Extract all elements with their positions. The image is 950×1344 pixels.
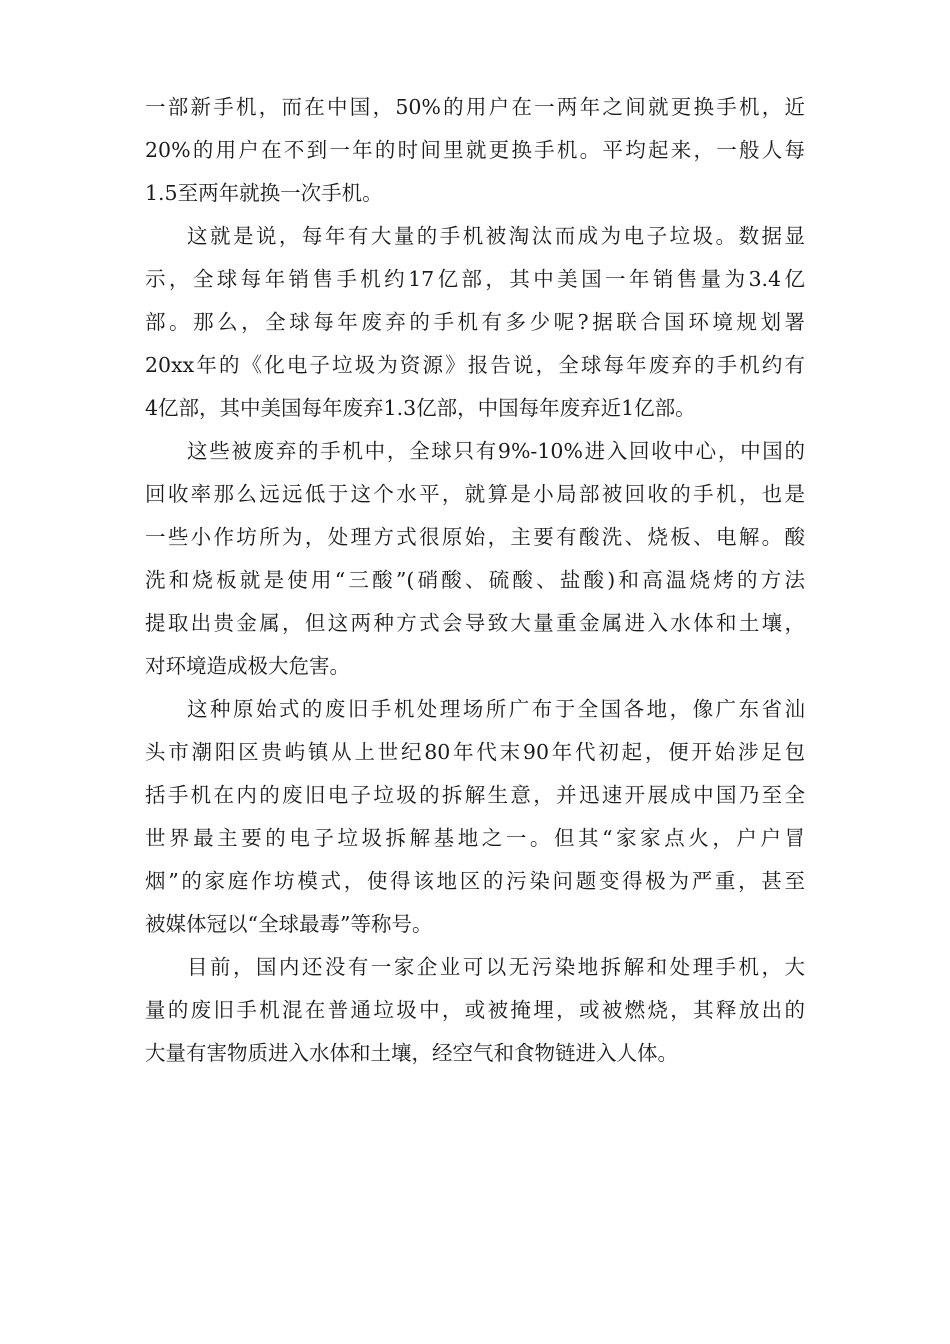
text-line: 头市潮阳区贵屿镇从上世纪80年代末90年代初起，便开始涉足包 bbox=[145, 740, 805, 764]
text-line: 这些被废弃的手机中，全球只有9%-10%进入回收中心，中国的 bbox=[187, 439, 805, 463]
text-line: 被媒体冠以“全球最毒”等称号。 bbox=[145, 912, 433, 936]
text-line: 量的废旧手机混在普通垃圾中，或被掩埋，或被燃烧，其释放出的 bbox=[145, 998, 805, 1022]
text-line: 洗和烧板就是使用“三酸”(硝酸、硫酸、盐酸)和高温烧烤的方法 bbox=[145, 568, 805, 592]
text-line: 部。那么，全球每年废弃的手机有多少呢?据联合国环境规划署 bbox=[145, 310, 805, 334]
text-line: 提取出贵金属，但这两种方式会导致大量重金属进入水体和土壤， bbox=[145, 611, 805, 635]
text-line: 一部新手机，而在中国，50%的用户在一两年之间就更换手机，近 bbox=[145, 95, 805, 119]
text-line: 这就是说，每年有大量的手机被淘汰而成为电子垃圾。数据显 bbox=[187, 224, 805, 248]
text-line: 括手机在内的废旧电子垃圾的拆解生意，并迅速开展成中国乃至全 bbox=[145, 783, 805, 807]
text-line: 1.5至两年就换一次手机。 bbox=[145, 181, 383, 205]
document-body bbox=[145, 86, 805, 1075]
text-line: 一些小作坊所为，处理方式很原始，主要有酸洗、烧板、电解。酸 bbox=[145, 525, 805, 549]
paragraph-3 bbox=[145, 430, 805, 688]
text-line: 4亿部，其中美国每年废弃1.3亿部，中国每年废弃近1亿部。 bbox=[145, 396, 696, 420]
paragraph-5 bbox=[145, 946, 805, 1075]
text-line: 世界最主要的电子垃圾拆解基地之一。但其“家家点火，户户冒 bbox=[145, 826, 805, 850]
text-line: 目前，国内还没有一家企业可以无污染地拆解和处理手机，大 bbox=[187, 955, 805, 979]
text-line: 回收率那么远远低于这个水平，就算是小局部被回收的手机，也是 bbox=[145, 482, 805, 506]
paragraph-1 bbox=[145, 86, 805, 215]
paragraph-4 bbox=[145, 688, 805, 946]
text-line: 20%的用户在不到一年的时间里就更换手机。平均起来，一般人每 bbox=[145, 138, 805, 162]
text-line: 示，全球每年销售手机约17亿部，其中美国一年销售量为3.4亿 bbox=[145, 267, 805, 291]
text-line: 这种原始式的废旧手机处理场所广布于全国各地，像广东省汕 bbox=[187, 697, 805, 721]
paragraph-2 bbox=[145, 215, 805, 430]
text-line: 20xx年的《化电子垃圾为资源》报告说，全球每年废弃的手机约有 bbox=[145, 353, 805, 377]
text-line: 对环境造成极大危害。 bbox=[145, 654, 350, 678]
text-line: 大量有害物质进入水体和土壤，经空气和食物链进入人体。 bbox=[145, 1041, 678, 1065]
text-line: 烟”的家庭作坊模式，使得该地区的污染问题变得极为严重，甚至 bbox=[145, 869, 805, 893]
